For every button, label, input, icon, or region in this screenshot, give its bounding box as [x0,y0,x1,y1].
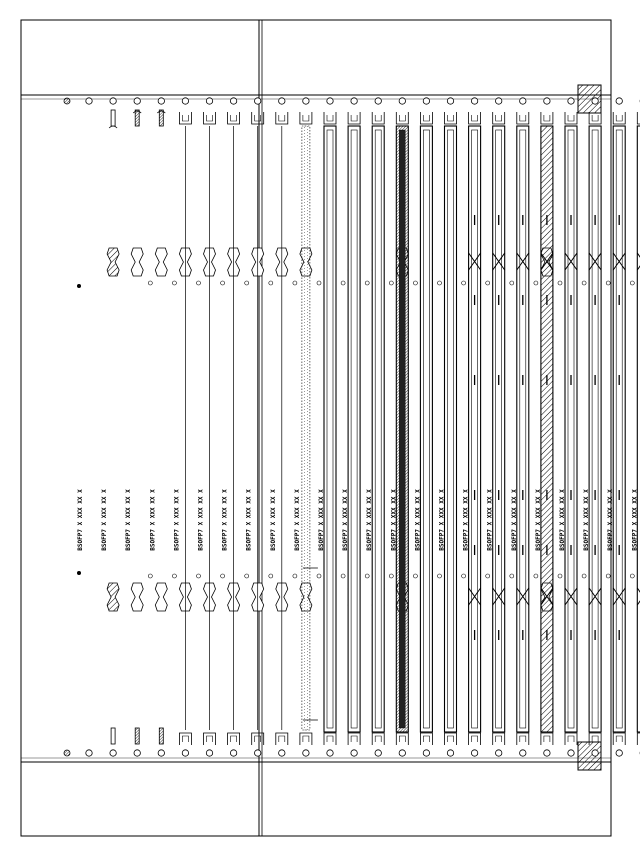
station-05 [172,98,191,756]
station-17 [462,98,481,756]
station-label: BSOFP7 X XXX XX X [583,489,591,551]
station-label: BSOFP7 X XXX XX X [631,489,639,551]
station-label: BSOFP7 X XXX XX X [245,489,253,551]
station-label: BSOFP7 X XXX XX X [101,489,109,551]
station-label: BSOFP7 X XXX XX X [125,489,133,551]
station-label: BSOFP7 X XXX XX X [607,489,615,551]
dot-marker-upper [77,284,81,288]
station-label: BSOFP7 X XXX XX X [414,489,422,551]
station-03 [131,98,143,756]
station-12 [341,98,360,756]
station-02 [107,98,119,756]
station-11 [317,98,336,756]
station-07 [221,98,240,756]
carrier-pad-bottom [578,742,601,770]
station-20 [534,98,553,756]
pilot-hole-top [64,98,70,104]
station-08 [245,98,264,756]
station-label: BSOFP7 X XXX XX X [293,489,301,551]
station-label: BSOFP7 X XXX XX X [390,489,398,551]
station-group [86,98,640,756]
station-13 [365,98,384,756]
station-label: BSOFP7 X XXX XX X [342,489,350,551]
station-label: BSOFP7 X XXX XX X [269,489,277,551]
station-label: BSOFP7 X XXX XX X [462,489,470,551]
station-22 [582,98,601,756]
station-label: BSOFP7 X XXX XX X [366,489,374,551]
pilot-hole-bottom [64,750,70,756]
station-01 [86,98,92,756]
station-label: BSOFP7 X XXX XX X [510,489,518,551]
dot-marker-lower [77,571,81,575]
station-label: BSOFP7 X XXX XX X [173,489,181,551]
station-label: BSOFP7 X XXX XX X [197,489,205,551]
station-label: BSOFP7 X XXX XX X [486,489,494,551]
station-14 [389,98,408,756]
station-label: BSOFP7 X XXX XX X [559,489,566,551]
station-21 [558,98,577,756]
station-label: BSOFP7 X XXX XX X [221,489,229,551]
station-04 [148,98,167,756]
station-16 [438,98,457,756]
station-10 [293,98,318,756]
station-09 [269,98,288,756]
station-23 [606,98,625,756]
station-18 [486,98,505,756]
station-15 [413,98,432,756]
station-label: BSOFP7 X XXX XX X [77,489,84,551]
station-19 [510,98,529,756]
station-label: BSOFP7 X XXX XX X [149,489,157,551]
station-06 [197,98,216,756]
station-label: BSOFP7 X XXX XX X [318,489,325,551]
station-label: BSOFP7 X XXX XX X [438,489,446,551]
station-24 [630,98,640,756]
station-label: BSOFP7 X XXX XX X [534,489,542,551]
